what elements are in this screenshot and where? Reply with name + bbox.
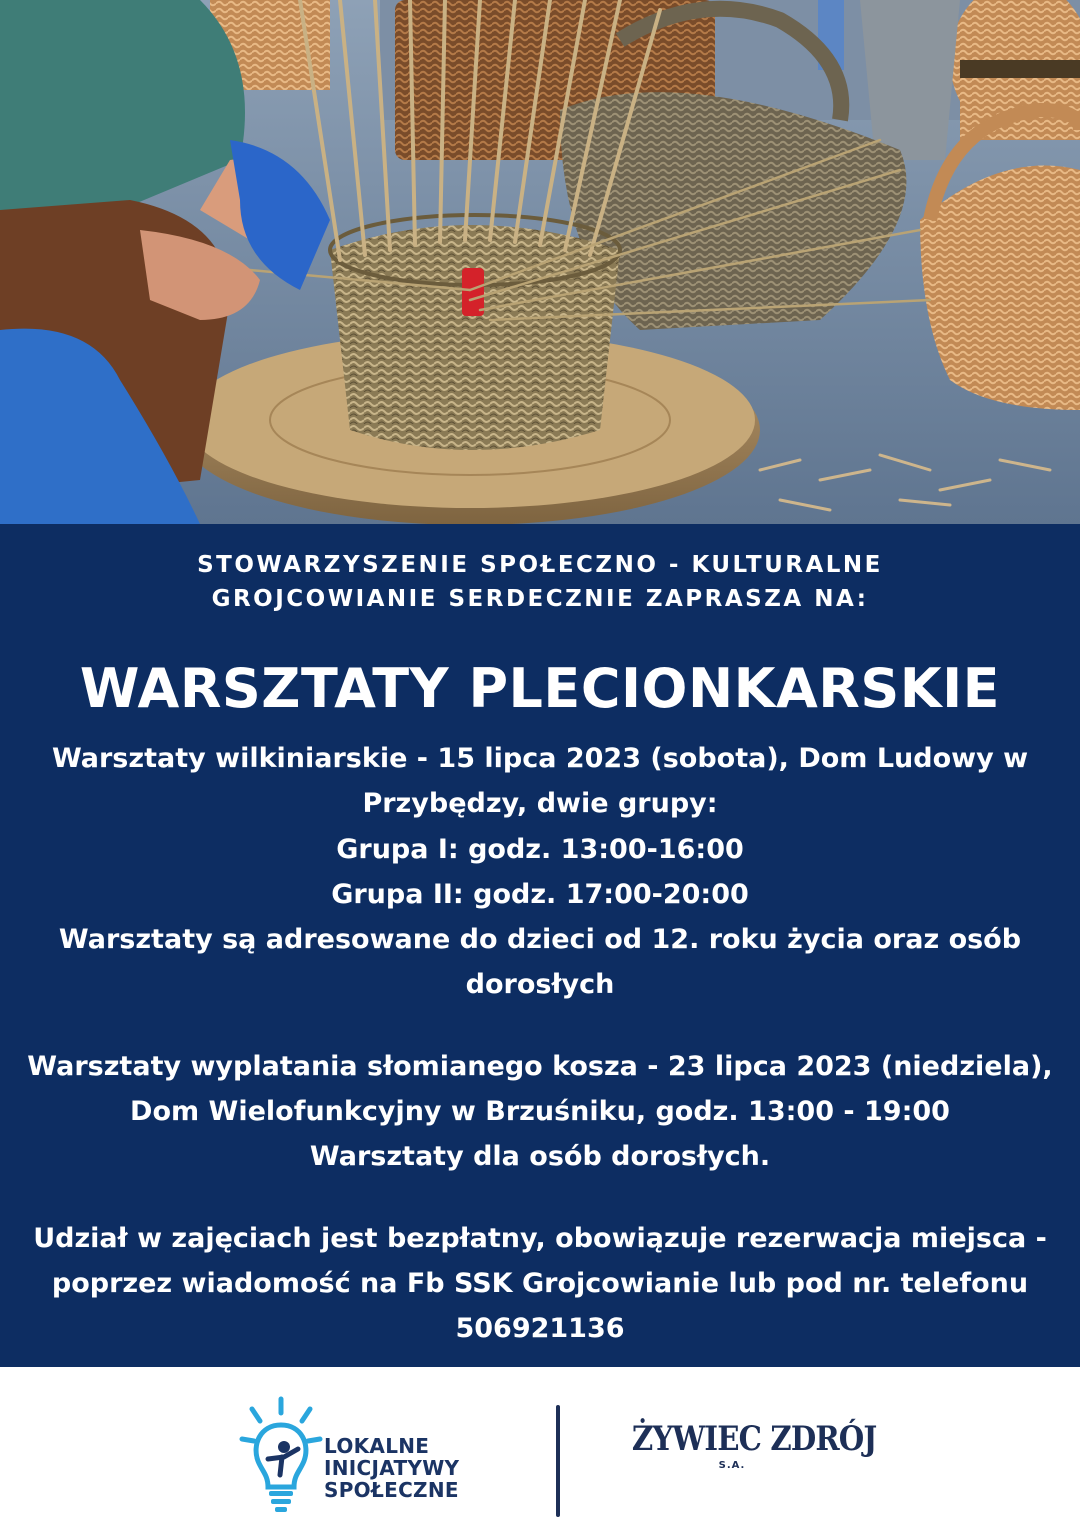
organizer-header bbox=[0, 548, 1080, 616]
workshop-2-line-1: Warsztaty wyplatania słomianego kosza - 23 lipca 2023 (niedziela), bbox=[27, 1050, 1053, 1082]
lokalne-inicjatywy-logo bbox=[238, 1395, 538, 1515]
lokalne-inicjatywy-wordmark bbox=[324, 1435, 459, 1501]
spacer bbox=[0, 1180, 1080, 1216]
workshop-1-line-2: Przybędzy, dwie grupy: bbox=[362, 788, 718, 820]
workshop-2-line-3: Warsztaty dla osób dorosłych. bbox=[309, 1141, 771, 1173]
lightbulb-person-icon bbox=[238, 1395, 324, 1515]
lis-line-1: LOKALNE bbox=[324, 1434, 430, 1458]
organizer-line-1: STOWARZYSZENIE SPOŁECZNO - KULTURALNE bbox=[197, 552, 883, 578]
sponsors-footer bbox=[0, 1367, 1080, 1528]
basket-weaving-photo bbox=[0, 0, 1080, 524]
workshop-1-line-1: Warsztaty wilkiniarskie - 15 lipca 2023 (sobota), Dom Ludowy w bbox=[51, 743, 1029, 774]
zywiec-zdroj-wordmark: ŻYWIEC ZDRÓJ bbox=[631, 1419, 877, 1459]
registration-phone: 506921136 bbox=[455, 1313, 625, 1345]
lis-line-3: SPOŁECZNE bbox=[324, 1478, 459, 1502]
organizer-line-2: GROJCOWIANIE SERDECZNIE ZAPRASZA NA: bbox=[211, 586, 869, 612]
zywiec-zdroj-logo bbox=[612, 1419, 877, 1499]
registration-line-2: poprzez wiadomość na Fb SSK Grojcowianie lub pod nr. telefonu bbox=[51, 1267, 1029, 1299]
sponsor-divider bbox=[556, 1405, 560, 1517]
lis-line-2: INICJATYWY bbox=[324, 1456, 460, 1480]
event-details bbox=[0, 736, 1080, 1352]
spacer bbox=[0, 1008, 1080, 1044]
registration-line-1: Udział w zajęciach jest bezpłatny, obowiązuje rezerwacja miejsca - bbox=[33, 1222, 1047, 1254]
zywiec-zdroj-suffix: S.A. bbox=[718, 1460, 746, 1471]
workshop-1-audience-2: dorosłych bbox=[465, 969, 615, 1001]
info-panel bbox=[0, 524, 1080, 1367]
workshop-1-group-1: Grupa I: godz. 13:00-16:00 bbox=[336, 833, 744, 865]
page-title: WARSZTATY PLECIONKARSKIE bbox=[79, 657, 1001, 720]
workshop-1-audience-1: Warsztaty są adresowane do dzieci od 12. roku życia oraz osób bbox=[58, 924, 1022, 956]
workshop-1-group-2: Grupa II: godz. 17:00-20:00 bbox=[331, 878, 749, 910]
workshop-2-line-2: Dom Wielofunkcyjny w Brzuśniku, godz. 13:00 - 19:00 bbox=[130, 1096, 950, 1128]
